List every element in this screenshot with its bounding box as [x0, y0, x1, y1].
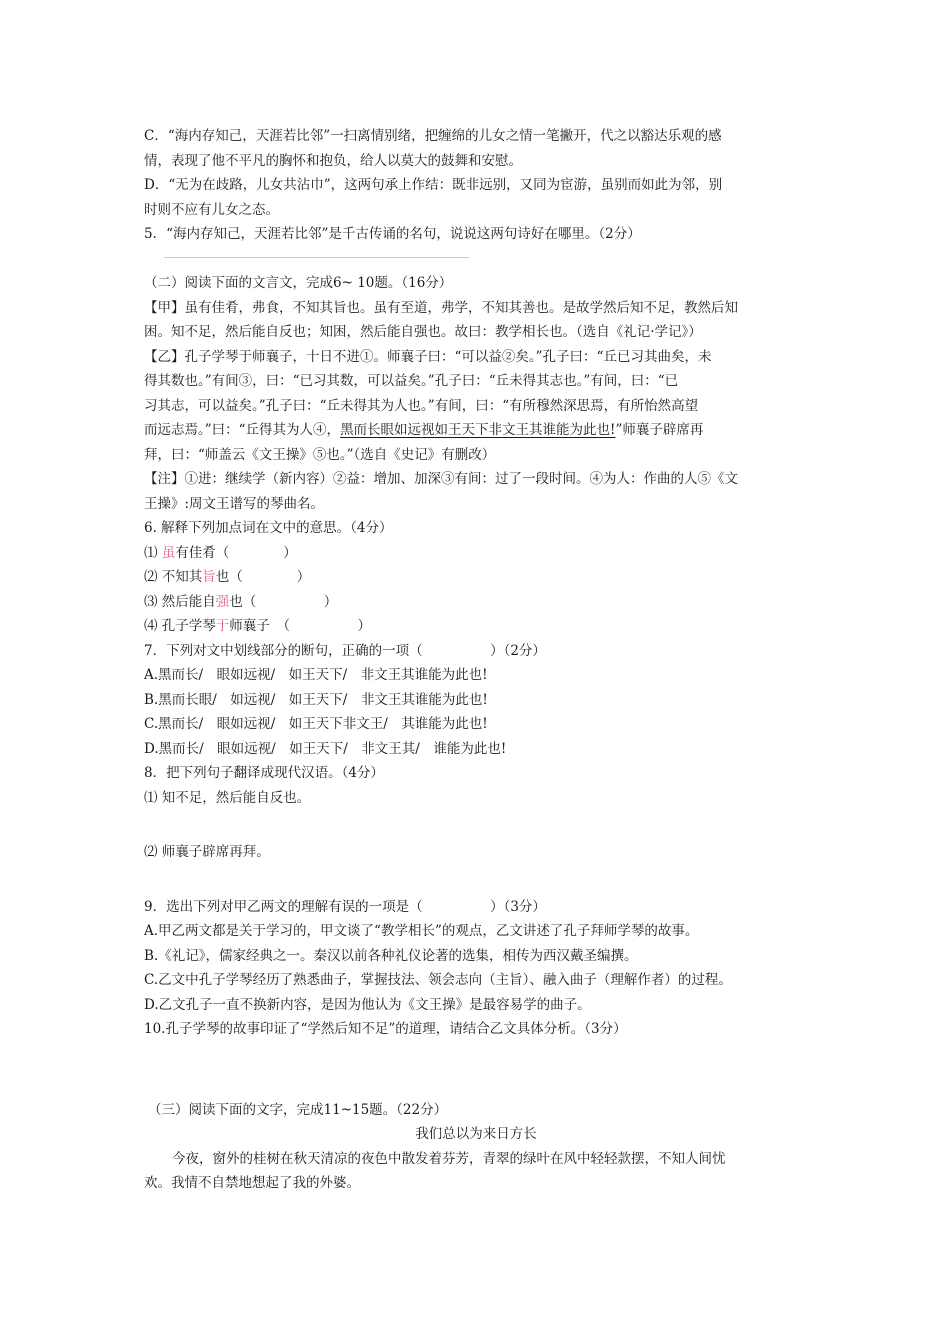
q4-option-d-line1: D．“无为在歧路，儿女共沾巾”，这两句承上作结：既非远别，又同为宦游，虽别而如此为邻，别 [144, 177, 723, 193]
q7-option-b[interactable]: B.黑而长眼/ 如远视/ 如王天下/ 非文王其谁能为此也! [144, 691, 488, 708]
exam-page [144, 124, 808, 1196]
q9-option-d[interactable]: D.乙文孔子一直不换新内容，是因为他认为《文王操》是最容易学的曲子。 [144, 996, 591, 1013]
yi4-pre: 而远志焉。”曰：“丘得其为人④， [144, 422, 341, 438]
passage-yi-line2: 得其数也。”有间③，曰：“已习其数，可以益矣。”孔子曰：“丘未得其志也。”有间，曰：“已 [144, 373, 679, 389]
q8-sentence-1: ⑴ 知不足，然后能自反也。 [144, 789, 311, 806]
q6-item-2-dotted-word: 旨 [202, 569, 216, 585]
essay-title: 我们总以为来日方长 [415, 1126, 537, 1142]
q8-sentence-2: ⑵ 师襄子辟席再拜。 [144, 844, 270, 860]
q6-item-1-dotted-word: 虽 [161, 544, 176, 561]
question-7: 7．下列对文中划线部分的断句，正确的一项（ ）（2分） [144, 642, 546, 659]
essay-paragraph-1-line2: 欢。我情不自禁地想起了我的外婆。 [144, 1175, 360, 1191]
q7-option-d[interactable]: D.黑而长/ 眼如远视/ 如王天下/ 非文王其/ 谁能为此也! [144, 740, 507, 757]
q9-option-c[interactable]: C.乙文中孔子学琴经历了熟悉曲子，掌握技法、领会志向（主旨）、融入曲子（理解作者）的过程。 [144, 972, 732, 988]
q10-answer-space[interactable] [144, 1042, 808, 1098]
q6-item-3 [144, 590, 808, 615]
q6-item-3-pre: ⑶ 然后能自 [144, 593, 216, 610]
q6-item-1-blank[interactable]: 有佳肴（ ） [175, 544, 297, 561]
q9-option-a[interactable]: A.甲乙两文都是关于学习的，甲文谈了“教学相长”的观点，乙文讲述了孔子拜师学琴的故事。 [144, 923, 699, 939]
q6-item-4-pre: ⑷ 孔子学琴 [144, 618, 216, 634]
section-3-heading: （三）阅读下面的文字，完成11~15题。（22分） [148, 1101, 448, 1118]
q6-item-3-dotted-word: 强 [215, 593, 230, 610]
passage-yi-line1: 【乙】孔子学琴于师襄子，十日不进①。师襄子曰：“可以益②矣。”孔子曰：“丘已习其曲矣，未 [144, 348, 712, 365]
q6-item-3-blank[interactable]: 也（ ） [229, 593, 338, 610]
yi4-post: ”师襄子辟席再 [615, 422, 704, 438]
section-2-heading: （二）阅读下面的文言文，完成6~ 10题。（16分） [144, 275, 453, 291]
q4-option-c-line1: C．“海内存知己，天涯若比邻”一扫离情别绪，把缠绵的儿女之情一笔撇开，代之以豁达乐观的感 [144, 128, 722, 144]
passage-jia-line1: 【甲】虽有佳肴，弗食，不知其旨也。虽有至道，弗学，不知其善也。是故学然后知不足，教然后知 [144, 299, 738, 316]
note-line2: 王操》:周文王谱写的琴曲名。 [144, 495, 325, 512]
q8-answer-space-2[interactable] [144, 865, 808, 895]
q8-answer-space-1[interactable] [144, 810, 808, 840]
q6-item-2-blank[interactable]: 也（ ） [215, 569, 311, 585]
underlined-sentence: 黑而长眼如远视如王天下非文王其谁能为此也! [340, 422, 616, 438]
q6-item-4-blank[interactable]: 师襄子 （ ） [229, 618, 372, 634]
q6-item-1 [144, 541, 808, 566]
question-6: 6. 解释下列加点词在文中的意思。（4分） [144, 520, 393, 536]
passage-yi-line3: 习其志，可以益矣。”孔子曰：“丘未得其为人也。”有间，曰：“有所穆然深思焉，有所怡然高望 [144, 397, 699, 414]
q4-option-c-line2: 情，表现了他不平凡的胸怀和抱负，给人以莫大的鼓舞和安慰。 [144, 152, 522, 169]
passage-yi-line4 [144, 418, 808, 443]
question-10: 10.孔子学琴的故事印证了“学然后知不足”的道理，请结合乙文具体分析。（3分） [144, 1021, 627, 1037]
q9-option-b[interactable]: B.《礼记》，儒家经典之一。秦汉以前各种礼仪论著的选集，相传为西汉戴圣编撰。 [144, 947, 638, 964]
question-5: 5．“海内存知己，天涯若比邻”是千古传诵的名句，说说这两句诗好在哪里。（2分） [144, 226, 641, 242]
question-9: 9．选出下列对甲乙两文的理解有误的一项是（ ）（3分） [144, 898, 546, 915]
passage-jia-line2: 困。知不足，然后能自反也；知困，然后能自强也。故曰：教学相长也。（选自《礼记·学记》） [144, 324, 702, 340]
q6-item-2 [144, 565, 808, 590]
question-8: 8．把下列句子翻译成现代汉语。（4分） [144, 765, 384, 781]
q6-item-4 [144, 614, 808, 639]
q7-option-c[interactable]: C.黑而长/ 眼如远视/ 如王天下非文王/ 其谁能为此也! [144, 716, 488, 732]
q6-item-1-pre: ⑴ [144, 544, 162, 561]
q7-option-a[interactable]: A.黑而长/ 眼如远视/ 如王天下/ 非文王其谁能为此也! [144, 667, 488, 683]
note-line1: 【注】①进：继续学（新内容）②益：增加、加深③有间：过了一段时间。④为人：作曲的人⑤《文 [144, 471, 738, 487]
q6-item-4-dotted-word: 于 [215, 618, 230, 634]
q5-answer-line[interactable] [144, 247, 808, 272]
q4-option-d-line2: 时则不应有儿女之态。 [144, 201, 279, 218]
essay-paragraph-1-line1: 今夜，窗外的桂树在秋天清凉的夜色中散发着芬芳，青翠的绿叶在风中轻轻款摆，不知人间忧 [172, 1150, 726, 1167]
q6-item-2-pre: ⑵ 不知其 [144, 569, 203, 585]
passage-yi-line5: 拜，曰：“师盖云《文王操》⑤也。”（选自《史记》有删改） [144, 446, 496, 463]
